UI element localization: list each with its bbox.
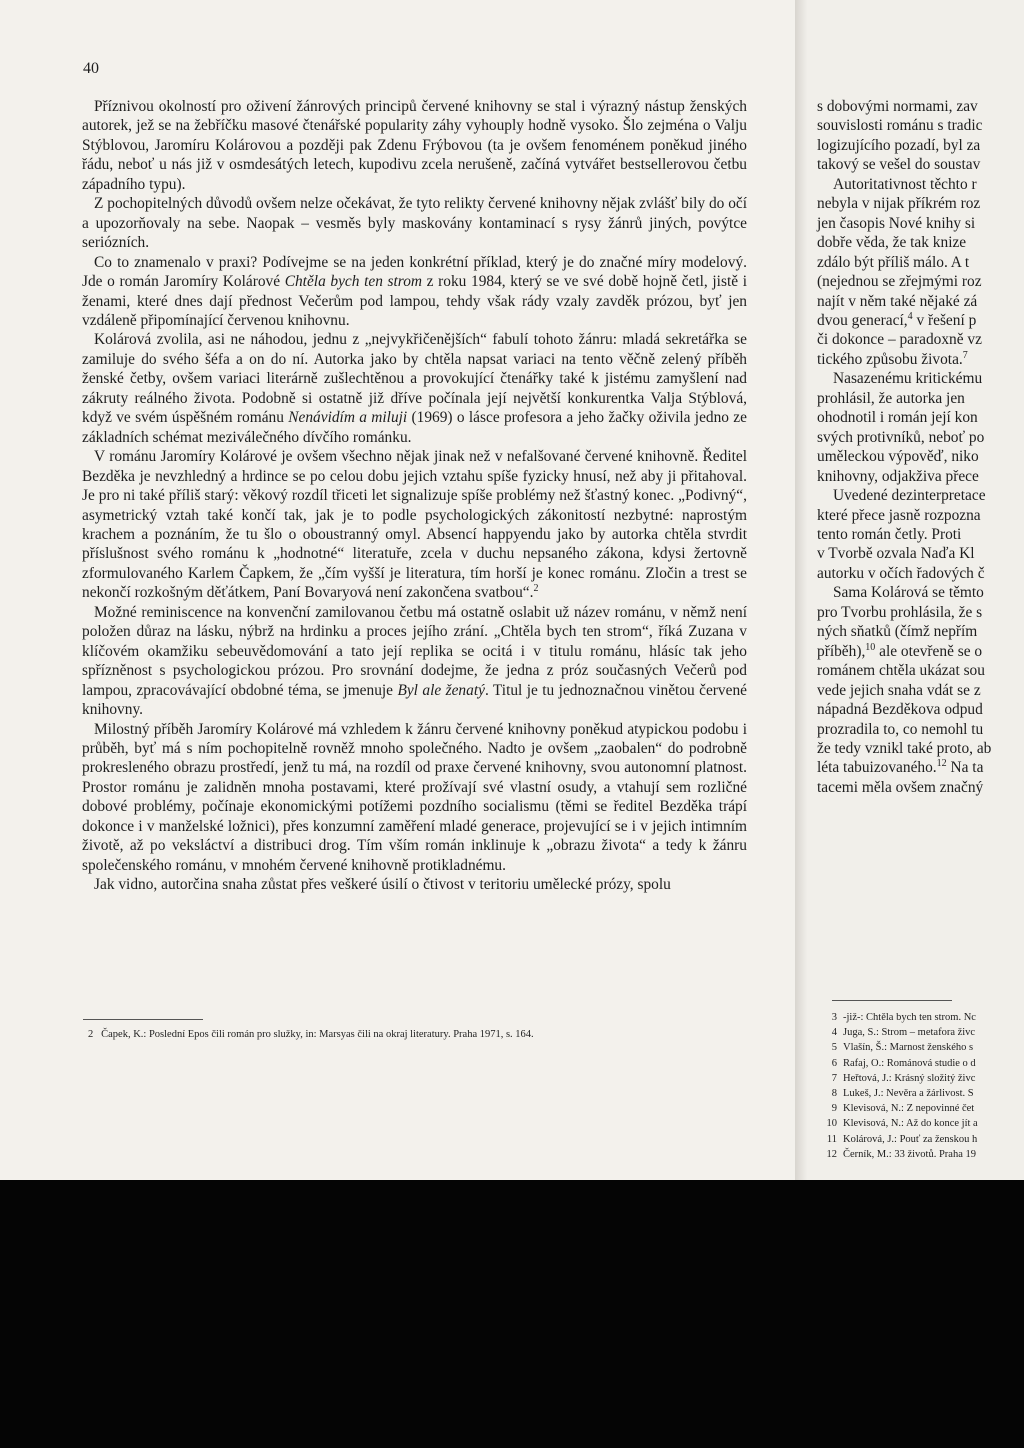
- paragraph: Z pochopitelných důvodů ovšem nelze očekávat, že tyto relikty červené knihovny nějak zvlášť bily do očí a upozorňovaly na sebe. Naopak – vesměs byly maskovány kontaminací s rysy žánrů jiných, povýtce seriózních.: [82, 195, 747, 252]
- footnote-text: Juga, S.: Strom – metafora živc: [843, 1027, 976, 1039]
- footnote-text: Rafaj, O.: Románová studie o d: [843, 1057, 976, 1069]
- line-text: Sama Kolárová se těmto: [833, 584, 984, 602]
- line-text: příběh),: [817, 642, 866, 660]
- footnote: [817, 1147, 1024, 1162]
- paragraph-text: . Titul je tu jednoznačnou vinětou červené knihovny.: [82, 681, 747, 719]
- footnote-number: 8: [831, 1088, 837, 1100]
- text-line: [817, 544, 1024, 563]
- line-text: takový se vešel do soustav: [817, 156, 981, 174]
- line-text: nápadná Bezděkova odpud: [817, 701, 983, 719]
- footnote: [817, 1086, 1024, 1101]
- line-text: v Tvorbě ozvala Naďa Kl: [817, 545, 975, 563]
- text-line: [817, 739, 1024, 758]
- line-text: uměleckou výpověď, niko: [817, 448, 979, 466]
- paragraph: [82, 447, 747, 603]
- paragraph: [82, 603, 747, 720]
- line-text: logizujícího pozadí, byl za: [817, 136, 981, 154]
- text-line: [817, 758, 1024, 777]
- footnote-divider: [832, 1000, 952, 1001]
- line-text: ných sňatků (čímž nepřím: [817, 623, 978, 641]
- right-page: [807, 0, 1024, 1180]
- text-line: [817, 116, 1024, 135]
- line-text: prozradila to, co nemohl tu: [817, 720, 984, 738]
- line-text: vede jejich snaha vdát se z: [817, 681, 981, 699]
- line-text: knihovny, odjakživa přece: [817, 467, 979, 485]
- line-text: souvislosti románu s tradic: [817, 117, 983, 135]
- text-line: [817, 467, 1024, 486]
- line-text: Uvedené dezinterpretace: [833, 487, 986, 505]
- text-line: [817, 175, 1024, 194]
- footnote-text: Klevisová, N.: Z nepovinné čet: [843, 1103, 975, 1115]
- text-line: [817, 447, 1024, 466]
- page-number: 40: [83, 60, 99, 77]
- text-line: [817, 389, 1024, 408]
- text-line: [817, 369, 1024, 388]
- text-line: [817, 233, 1024, 252]
- right-footnotes: [817, 1010, 1024, 1162]
- paragraph-text: Možné reminiscence na konvenční zamilovanou četbu má ostatně oslabit už název románu, v němž není položen důraz na lásku, nýbrž na hrdinku a proces jejího zrání. „Chtěla bych ten strom“, říká Zuzana v klíčovém okamžiku sebeuvědomování a tato její replika se ocitá i v titulu románu, hlásíc tak jeho spřízněnost s psychologickou prózou. Pro srovnání dodejme, že jedna z próz současných Večerů pod lampou, zpracovávající obdobné téma, se jmenuje: [82, 603, 747, 699]
- line-text: svých protivníků, neboť po: [817, 428, 985, 446]
- text-line: [817, 720, 1024, 739]
- footnote-number: 4: [831, 1027, 837, 1039]
- footnote-text: Kolárová, J.: Pouť za ženskou h: [843, 1133, 978, 1145]
- line-text: románem chtěla ukázat sou: [817, 662, 985, 680]
- line-text: tického způsobu života.: [817, 350, 963, 368]
- paragraph: Milostný příběh Jaromíry Kolárové má vzhledem k žánru červené knihovny poněkud atypickou podobu i průběh, byť má s ním pochopitelně rovněž mnoho společného. Nadto je ovšem „zaobalen“ do podrobně prokresleného obrazu prostředí, jenž tu má, na rozdíl od praxe červené knihovny, svou autonomní platnost. Prostor románu je zalidněn mnoha postavami, které prožívají své vlastní osudy, a vtahují sem rozličné dobové problémy, počínaje ekonomickými potížemi pozdního socialismu (těmi se ředitel Bezděka trápí dokonce i v manželské ložnici), přes konzumní zaměření mladé generace, projevující se i v jejich intimním životě, až po veksláctví a distribuci drog. Tím vším román inklinuje k „obrazu života“ a tedy k žánru společenského románu, v mnohém červené knihovně protikladnému.: [82, 720, 747, 874]
- text-line: [817, 681, 1024, 700]
- text-line: [817, 778, 1024, 797]
- footnote-text: Klevisová, N.: Až do konce jít a: [843, 1118, 978, 1130]
- book-title: Chtěla bych ten strom: [284, 273, 423, 291]
- footnote-ref: 7: [962, 349, 968, 361]
- line-text: či dokonce – paradoxně vz: [817, 331, 982, 349]
- line-text: Na ta: [946, 759, 984, 777]
- footnote-text: Černík, M.: 33 životů. Praha 19: [843, 1148, 976, 1160]
- paragraph-text: Co to znamenalo v praxi? Podívejme se na jeden konkrétní příklad, který je do značné míry modelový. Jde o román Jaromíry Kolárové: [82, 253, 747, 291]
- line-text: v řešení p: [912, 311, 977, 329]
- left-page-body: [82, 97, 747, 895]
- line-text: ale otevřeně se o: [875, 642, 983, 660]
- text-line: [817, 272, 1024, 291]
- paragraph: Jak vidno, autorčina snaha zůstat přes veškeré úsilí o čtivost v teritoriu umělecké prózy, spolu: [94, 876, 671, 894]
- footnote-number: 2: [88, 1029, 94, 1040]
- footnote-ref: 4: [907, 310, 913, 322]
- footnote-number: 5: [831, 1042, 837, 1054]
- line-text: které přece jasně rozpozna: [817, 506, 981, 524]
- text-line: [817, 330, 1024, 349]
- line-text: léta tabuizovaného.: [817, 759, 937, 777]
- footnote-number: 7: [831, 1072, 837, 1084]
- line-text: s dobovými normami, zav: [817, 98, 978, 115]
- line-text: že tedy vznikl také proto, ab: [817, 739, 992, 757]
- footnote: [817, 1101, 1024, 1116]
- text-line: [817, 525, 1024, 544]
- footnote-text: Čapek, K.: Poslední Epos čili román pro služky, in: Marsyas čili na okraj literatury. Praha 1971, s. 164.: [101, 1029, 534, 1040]
- paragraph-text: (1969) o lásce profesora a jeho žačky oživila jedno ze základních schémat meziválečného dívčího románku.: [82, 409, 747, 446]
- book-title: Byl ale ženatý: [397, 681, 485, 699]
- footnote: [817, 1071, 1024, 1086]
- paragraph: [82, 330, 747, 447]
- line-text: (nejednou se zřejmými roz: [817, 273, 982, 291]
- line-text: tento román četly. Proti: [817, 525, 962, 543]
- paragraph-text: Kolárová zvolila, asi ne náhodou, jednu z „nejvykřičenějších“ fabulí tohoto žánru: mladá sekretářka se zamiluje do svého šéfa a on do ní. Autorka jako by chtěla napsat variaci na tento věčně zelený příběh ženské četby, ovšem variaci literárně zušlechtěnou a provokující čtenářky také k jistému zamyšlení nad zákruty reálného života. Podobně si ostatně již dříve počínala její největší konkurentka Valja Stýblová, když ve svém úspěšném románu: [82, 331, 747, 427]
- text-line: [817, 564, 1024, 583]
- text-line: [817, 136, 1024, 155]
- line-text: Nasazenému kritickému: [833, 370, 983, 388]
- paragraph-text: z roku 1984, který se ve své době hojně četl, jistě i ženami, které dnes dají přednost Večerům pod lampou, tehdy však rády vzaly zavděk prózou, byť jen vzdáleně připomínající červenou knihovnu.: [82, 273, 747, 329]
- paragraph-text: V románu Jaromíry Kolárové je ovšem všechno nějak jinak než v nefalšované červené knihovně. Ředitel Bezděka je nevzhledný a hrdince se po celou dobu jejich vztahu spíše fyzicky hnusí, než aby ji přitahoval. Je pro ni také příliš starý: věkový rozdíl třiceti let signalizuje spíše problémy než šťastný konec. „Podivný“, asymetrický vztah také končí tak, jak je to podle psychologických zákonitostí nezbytné: naprostým krachem a poznáním, že tu šlo o oboustranný omyl. Absencí happyendu jako by autorka chtěla stvrdit příslušnost svého románu k „hodnotné“ literatuře, zcela v duchu nepsaného zákona, kdysi žertovně zformulovaného Karlem Čapkem, že „čím vyšší je literatura, tím horší je konec románu. Zločin a trest se nekončí rozkošným děťátkem, Paní Bovaryová není zakončena svatbou“.: [82, 448, 747, 602]
- line-text: jen časopis Nové knihy si: [817, 214, 976, 232]
- text-line: [817, 350, 1024, 369]
- line-text: dobře věda, že tak knize: [817, 234, 967, 252]
- footnote-text: -již-: Chtěla bych ten strom. Nc: [843, 1012, 976, 1023]
- footnote: [817, 1056, 1024, 1071]
- paragraph: [82, 253, 747, 331]
- footnote-number: 12: [826, 1148, 837, 1160]
- text-line: [817, 155, 1024, 174]
- text-line: [817, 428, 1024, 447]
- footnote-ref: 10: [865, 641, 876, 653]
- text-line: [817, 583, 1024, 602]
- text-line: [817, 311, 1024, 330]
- line-text: nebyla v nijak příkrém roz: [817, 195, 981, 213]
- footnote-number: 10: [826, 1118, 837, 1130]
- line-text: ohodnotil i román její kon: [817, 409, 978, 427]
- line-text: prohlásil, že autorka jen: [817, 389, 965, 407]
- line-text: dvou generací,: [817, 311, 908, 329]
- footnote: [817, 1010, 1024, 1025]
- line-text: tacemi měla ovšem značný: [817, 778, 984, 796]
- footnote-number: 6: [831, 1057, 837, 1069]
- footnote-text: Heřtová, J.: Krásný složitý živc: [843, 1072, 976, 1084]
- text-line: [817, 700, 1024, 719]
- footnote: [817, 1025, 1024, 1040]
- text-line: [817, 97, 1024, 116]
- text-line: [817, 622, 1024, 641]
- text-line: [817, 194, 1024, 213]
- footnote-divider: [83, 1019, 203, 1020]
- footnote-ref: 12: [936, 758, 947, 770]
- text-line: [817, 603, 1024, 622]
- text-line: [817, 642, 1024, 661]
- footnote-number: 3: [831, 1012, 837, 1023]
- footnote: [817, 1116, 1024, 1131]
- paragraph: Příznivou okolností pro oživení žánrových principů červené knihovny se stal i výrazný nástup ženských autorek, jež se na žebříčku masové čtenářské popularity záhy vyhouply hodně vysoko. Šlo zejména o Valju Stýblovou, Jaromíru Kolárovou a později pak Zdenu Frýbovou (ta je ovšem fenoménem poněkud jiného řádu, neboť u nás již v osmdesátých letech, kupodivu zcela nerušeně, začíná vytvářet bestsellerovou četbu západního typu).: [82, 98, 747, 193]
- footnote-ref: 2: [533, 583, 539, 595]
- footnote-text: Vlašín, Š.: Marnost ženského s: [843, 1042, 974, 1054]
- text-line: [817, 486, 1024, 505]
- footnote: [88, 1028, 728, 1042]
- footnote: [817, 1040, 1024, 1055]
- footnote: [817, 1132, 1024, 1147]
- line-text: autorku v očích řadových č: [817, 564, 985, 582]
- footnote-text: Lukeš, J.: Nevěra a žárlivost. S: [843, 1088, 974, 1100]
- line-text: Autoritativnost těchto r: [833, 175, 977, 193]
- text-line: [817, 408, 1024, 427]
- text-line: [817, 214, 1024, 233]
- right-page-body: [817, 97, 1024, 797]
- footnote-number: 11: [826, 1133, 837, 1145]
- text-line: [817, 506, 1024, 525]
- scan-background: [0, 1180, 1024, 1448]
- text-line: [817, 661, 1024, 680]
- line-text: zdálo být příliš málo. A t: [817, 253, 970, 271]
- book-title: Nenávidím a miluji: [288, 409, 408, 427]
- text-line: [817, 253, 1024, 272]
- line-text: pro Tvorbu prohlásila, že s: [817, 603, 983, 621]
- text-line: [817, 292, 1024, 311]
- footnote-number: 9: [831, 1103, 837, 1115]
- line-text: najít v něm také nějaké zá: [817, 292, 978, 310]
- book-gutter: [795, 0, 807, 1180]
